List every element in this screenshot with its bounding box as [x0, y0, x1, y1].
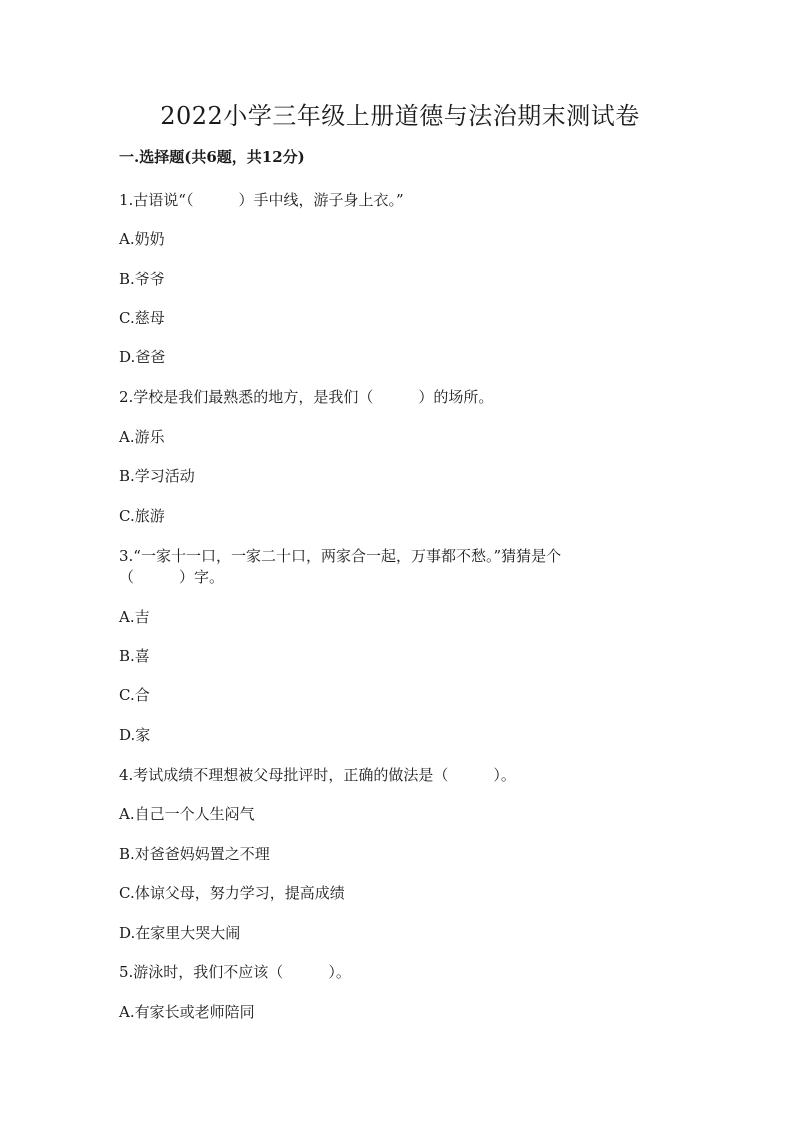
question-5-stem: 5.游泳时，我们不应该（ ）。	[119, 963, 351, 981]
question-2-stem: 2.学校是我们最熟悉的地方，是我们（ ）的场所。	[119, 388, 494, 406]
question-4-option-c: C.体谅父母，努力学习，提高成绩	[119, 884, 345, 902]
section-heading: 一.选择题(共6题，共12分)	[119, 148, 305, 166]
question-1-option-a: A.奶奶	[119, 230, 165, 248]
question-3-option-c: C.合	[119, 686, 150, 704]
question-3-option-d: D.家	[119, 726, 151, 744]
question-5-option-a: A.有家长或老师陪同	[119, 1003, 255, 1021]
question-3-option-a: A.吉	[119, 608, 150, 626]
question-1-option-c: C.慈母	[119, 309, 165, 327]
question-4-option-d: D.在家里大哭大闹	[119, 924, 241, 942]
question-4-option-b: B.对爸爸妈妈置之不理	[119, 845, 270, 863]
question-1-option-d: D.爸爸	[119, 348, 166, 366]
question-3-stem-line-2: （ ）字。	[119, 568, 225, 586]
question-3-stem-line-1: 3.“一家十一口，一家二十口，两家合一起，万事都不愁。”猜猜是个	[119, 547, 562, 565]
page-title: 2022小学三年级上册道德与法治期末测试卷	[160, 102, 640, 130]
question-4-stem: 4.考试成绩不理想被父母批评时，正确的做法是（ ）。	[119, 766, 516, 784]
question-2-option-a: A.游乐	[119, 428, 165, 446]
question-1-option-b: B.爷爷	[119, 270, 165, 288]
question-1-stem: 1.古语说“（ ）手中线，游子身上衣。”	[119, 191, 404, 209]
question-3-option-b: B.喜	[119, 647, 150, 665]
question-2-option-b: B.学习活动	[119, 467, 195, 485]
question-2-option-c: C.旅游	[119, 507, 165, 525]
question-4-option-a: A.自己一个人生闷气	[119, 805, 255, 823]
